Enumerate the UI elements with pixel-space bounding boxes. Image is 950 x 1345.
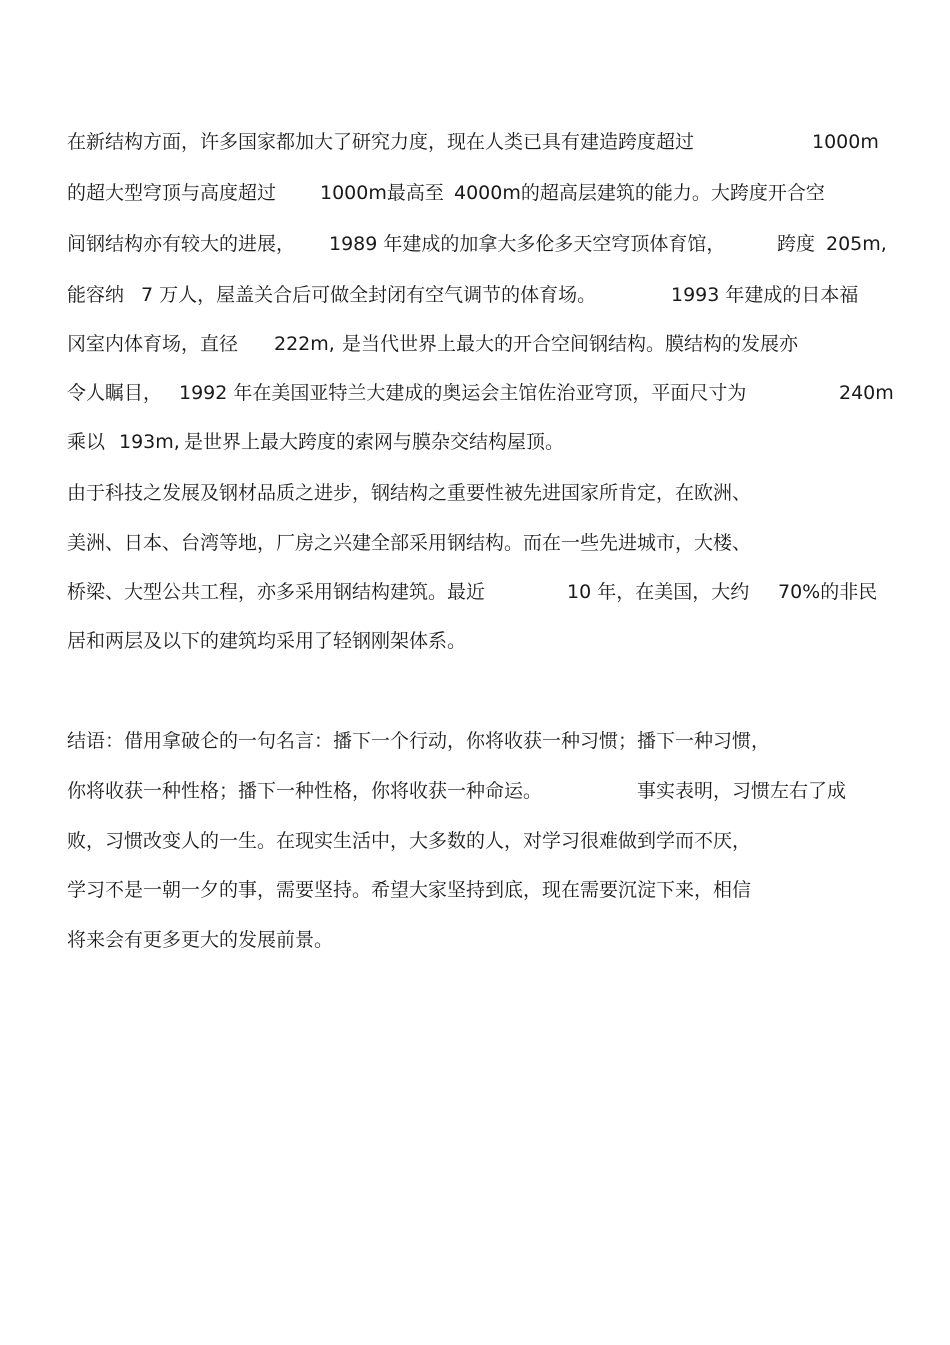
text-segment: 你将收获一种性格；播下一种性格，你将收获一种命运。	[67, 780, 543, 802]
text-segment: 1993 年建成的日本福	[671, 284, 859, 306]
paragraph-1-line-6	[67, 379, 893, 407]
text-segment: 由于科技之发展及钢材品质之进步，钢结构之重要性被先进国家所肯定，在欧洲、	[67, 482, 752, 504]
text-segment: 1000m	[812, 131, 879, 153]
text-segment: 240m	[839, 382, 894, 404]
text-segment: 205m,	[826, 233, 887, 255]
paragraph-1-line-2	[67, 179, 877, 207]
text-segment: 居和两层及以下的建筑均采用了轻钢刚架体系。	[67, 630, 467, 652]
text-segment: 1992 年在美国亚特兰大建成的奥运会主馆佐治亚穹顶，平面尺寸为	[179, 382, 747, 404]
conclusion-line-1	[67, 727, 877, 755]
conclusion-line-5	[67, 926, 877, 954]
paragraph-2-line-1	[67, 479, 877, 507]
paragraph-1-line-5	[67, 330, 877, 358]
text-segment: 能容纳	[67, 284, 125, 306]
paragraph-2-line-4	[67, 627, 877, 655]
paragraph-1-line-3	[67, 230, 887, 258]
text-segment: 学习不是一朝一夕的事，需要坚持。希望大家坚持到底，现在需要沉淀下来，相信	[67, 879, 752, 901]
text-segment: 桥梁、大型公共工程，亦多采用钢结构建筑。最近	[67, 581, 486, 603]
conclusion-line-3	[67, 827, 877, 855]
paragraph-1-line-7	[67, 428, 877, 456]
text-segment: 7 万人，屋盖关合后可做全封闭有空气调节的体育场。	[141, 284, 597, 306]
text-segment: 在新结构方面，许多国家都加大了研究力度，现在人类已具有建造跨度超过	[67, 131, 695, 153]
text-segment: 222m,	[274, 333, 335, 355]
text-segment: 跨度	[777, 233, 816, 255]
conclusion-line-4	[67, 876, 877, 904]
paragraph-1-line-1	[67, 128, 877, 156]
text-segment: 间钢结构亦有较大的进展，	[67, 233, 296, 255]
text-segment: 结语：借用拿破仑的一句名言：播下一个行动，你将收获一种习惯；播下一种习惯，	[67, 730, 771, 752]
paragraph-1-line-4	[67, 281, 877, 309]
text-segment: 是世界上最大跨度的索网与膜杂交结构屋顶。	[184, 431, 565, 453]
text-segment: 将来会有更多更大的发展前景。	[67, 929, 334, 951]
paragraph-2-line-2	[67, 529, 877, 557]
text-segment: 193m,	[119, 431, 180, 453]
text-segment: 70%的非民	[778, 581, 878, 603]
text-segment: 4000m的超高层建筑的能力。大跨度开合空	[454, 182, 825, 204]
text-segment: 令人瞩目，	[67, 382, 163, 404]
text-segment: 冈室内体育场，直径	[67, 333, 239, 355]
text-segment: 1000m最高至	[320, 182, 444, 204]
text-segment: 10 年，在美国，大约	[567, 581, 750, 603]
text-segment: 败，习惯改变人的一生。在现实生活中，大多数的人，对学习很难做到学而不厌，	[67, 830, 752, 852]
text-segment: 是当代世界上最大的开合空间钢结构。膜结构的发展亦	[342, 333, 799, 355]
text-segment: 的超大型穹顶与高度超过	[67, 182, 277, 204]
text-segment: 美洲、日本、台湾等地，厂房之兴建全部采用钢结构。而在一些先进城市，大楼、	[67, 532, 752, 554]
paragraph-2-line-3	[67, 578, 877, 606]
conclusion-line-2	[67, 777, 877, 805]
text-segment: 1989 年建成的加拿大多伦多天空穹顶体育馆，	[329, 233, 726, 255]
text-segment: 乘以	[67, 431, 106, 453]
text-segment: 事实表明，习惯左右了成	[637, 780, 847, 802]
